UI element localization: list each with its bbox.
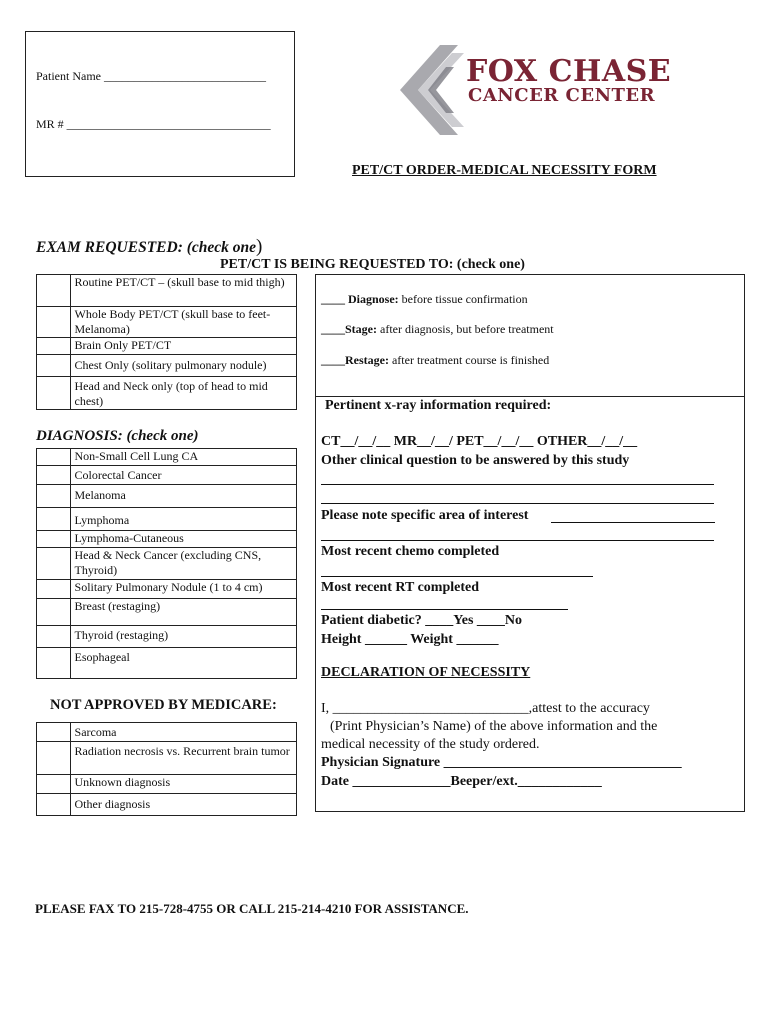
diagnosis-option: Breast (restaging) (70, 599, 296, 626)
clinical-box-divider (315, 396, 745, 397)
form-title: PET/CT ORDER-MEDICAL NECESSITY FORM (352, 163, 657, 178)
exam-option: Head and Neck only (top of head to mid chest) (70, 377, 296, 410)
clinical-question-label: Other clinical question to be answered by this study (321, 453, 630, 468)
chemo-line[interactable] (321, 576, 593, 577)
diagnosis-checkbox[interactable] (37, 648, 71, 679)
height-weight-field[interactable]: Height ______ Weight ______ (321, 632, 499, 647)
diagnosis-heading: DIAGNOSIS: (check one) (36, 428, 199, 444)
clinical-question-line[interactable] (321, 503, 714, 504)
exam-option: Routine PET/CT – (skull base to mid thigh) (70, 275, 296, 307)
logo-chevron-icon (400, 45, 470, 135)
diagnosis-option: Lymphoma-Cutaneous (70, 531, 296, 548)
area-interest-label: Please note specific area of interest (321, 508, 529, 523)
diagnosis-checkbox[interactable] (37, 531, 71, 548)
physician-name-field[interactable]: I, ____________________________,attest to the accuracy (321, 701, 650, 716)
patient-info-box (25, 31, 295, 177)
exam-requested-heading: EXAM REQUESTED: (check one) (36, 236, 263, 257)
exam-checkbox[interactable] (37, 275, 71, 307)
diagnosis-option: Esophageal (70, 648, 296, 679)
exam-checkbox[interactable] (37, 307, 71, 338)
diagnosis-table (36, 448, 297, 679)
exam-checkbox[interactable] (37, 377, 71, 410)
request-purpose-heading: PET/CT IS BEING REQUESTED TO: (check one) (220, 257, 525, 272)
option-diagnose[interactable]: ____ Diagnose: before tissue confirmation (321, 292, 528, 306)
declaration-text: (Print Physician’s Name) of the above information and the (330, 719, 658, 734)
chemo-label: Most recent chemo completed (321, 544, 500, 559)
diagnosis-checkbox[interactable] (37, 466, 71, 485)
clinical-question-line[interactable] (321, 484, 714, 485)
not-approved-checkbox[interactable] (37, 742, 71, 775)
diagnosis-checkbox[interactable] (37, 485, 71, 508)
not-approved-option: Radiation necrosis vs. Recurrent brain tumor (70, 742, 296, 775)
not-approved-heading: NOT APPROVED BY MEDICARE: (50, 697, 277, 713)
exam-checkbox[interactable] (37, 338, 71, 355)
not-approved-option: Other diagnosis (70, 794, 296, 816)
diagnosis-option: Solitary Pulmonary Nodule (1 to 4 cm) (70, 580, 296, 599)
exam-table (36, 274, 297, 410)
not-approved-option: Unknown diagnosis (70, 775, 296, 794)
diagnosis-option: Thyroid (restaging) (70, 626, 296, 648)
not-approved-option: Sarcoma (70, 723, 296, 742)
diagnosis-option: Head & Neck Cancer (excluding CNS, Thyroid) (70, 548, 296, 580)
fox-chase-logo (400, 45, 690, 135)
declaration-heading: DECLARATION OF NECESSITY (321, 665, 531, 680)
xray-info-heading: Pertinent x-ray information required: (325, 398, 552, 413)
declaration-text: medical necessity of the study ordered. (321, 737, 540, 752)
diagnosis-checkbox[interactable] (37, 548, 71, 580)
area-interest-line[interactable] (321, 540, 714, 541)
not-approved-table (36, 722, 297, 816)
diabetic-field[interactable]: Patient diabetic? ____Yes ____No (321, 613, 523, 628)
physician-signature-field[interactable]: Physician Signature __________________________________ (321, 755, 682, 770)
diagnosis-checkbox[interactable] (37, 599, 71, 626)
rt-line[interactable] (321, 609, 568, 610)
diagnosis-checkbox[interactable] (37, 626, 71, 648)
not-approved-checkbox[interactable] (37, 794, 71, 816)
diagnosis-option: Melanoma (70, 485, 296, 508)
option-restage[interactable]: ____Restage: after treatment course is finished (321, 353, 550, 367)
patient-name-field[interactable]: Patient Name ___________________________ (36, 69, 266, 83)
exam-option: Chest Only (solitary pulmonary nodule) (70, 355, 296, 377)
diagnosis-option: Lymphoma (70, 508, 296, 531)
not-approved-checkbox[interactable] (37, 775, 71, 794)
exam-checkbox[interactable] (37, 355, 71, 377)
logo-text-fox-chase: FOX CHASE (466, 54, 672, 89)
logo-text-cancer-center: CANCER CENTER (468, 85, 656, 106)
imaging-dates-field[interactable]: CT__/__/__ MR__/__/ PET__/__/__ OTHER__/__/__ (321, 434, 638, 449)
diagnosis-checkbox[interactable] (37, 508, 71, 531)
diagnosis-option: Colorectal Cancer (70, 466, 296, 485)
exam-option: Brain Only PET/CT (70, 338, 296, 355)
exam-option: Whole Body PET/CT (skull base to feet- Melanoma) (70, 307, 296, 338)
diagnosis-checkbox[interactable] (37, 449, 71, 466)
rt-label: Most recent RT completed (321, 580, 480, 595)
not-approved-checkbox[interactable] (37, 723, 71, 742)
mr-number-field[interactable]: MR # __________________________________ (36, 117, 271, 131)
diagnosis-checkbox[interactable] (37, 580, 71, 599)
diagnosis-option: Non-Small Cell Lung CA (70, 449, 296, 466)
area-interest-line[interactable] (551, 522, 715, 523)
option-stage[interactable]: ____Stage: after diagnosis, but before treatment (321, 322, 554, 336)
date-beeper-field[interactable]: Date ______________Beeper/ext.____________ (321, 774, 602, 789)
fax-instructions: PLEASE FAX TO 215-728-4755 OR CALL 215-214-4210 FOR ASSISTANCE. (35, 901, 469, 916)
